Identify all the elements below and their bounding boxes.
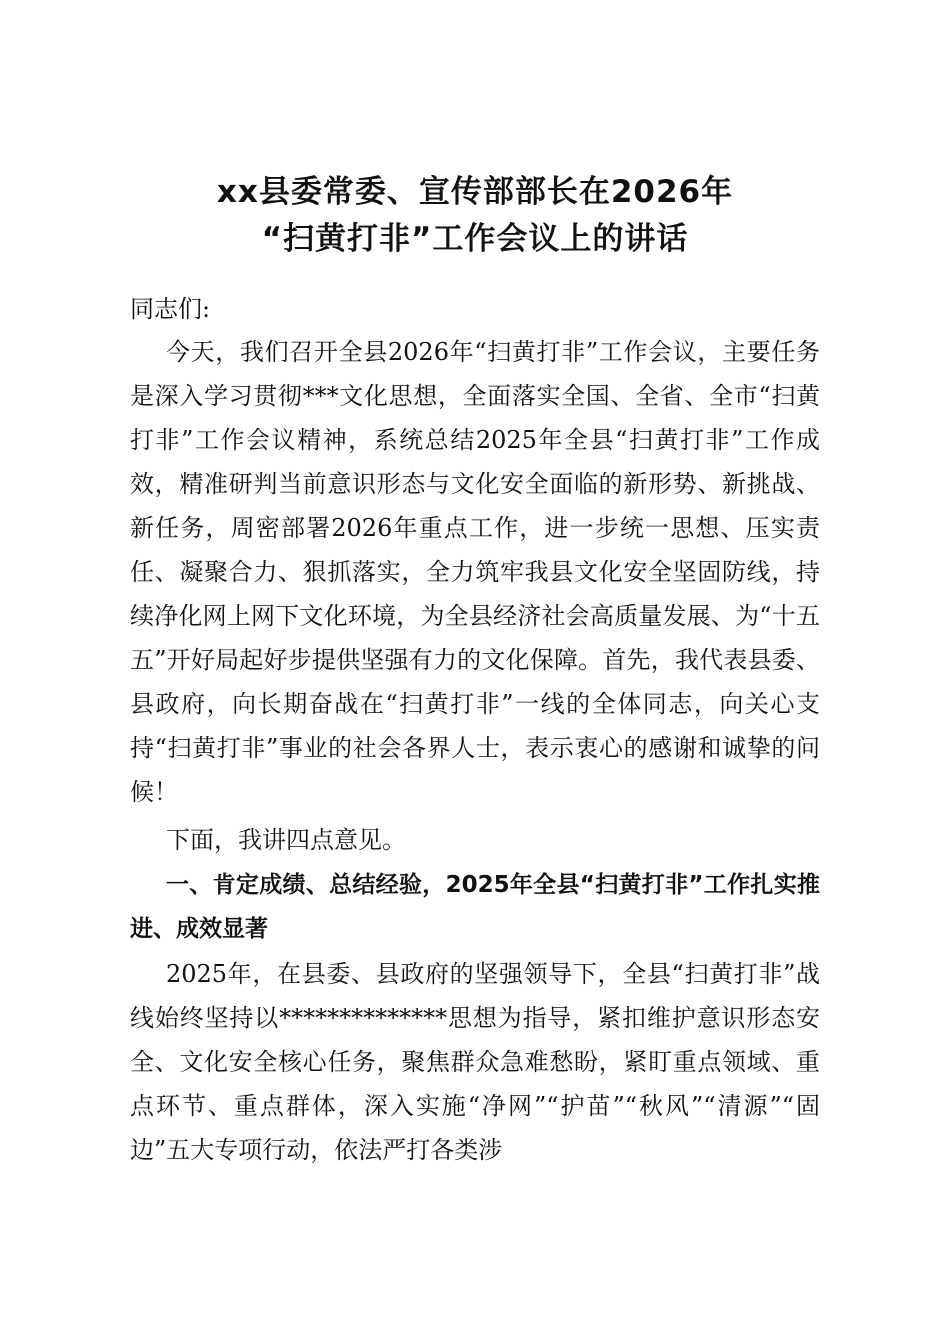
- section-heading-1: [130, 863, 820, 951]
- paragraph-text: 下面，我讲四点意见。: [166, 826, 406, 854]
- paragraph-text: 2025年，在县委、县政府的坚强领导下，全县“扫黄打非”战线始终坚持以**************思想为指导，紧扣维护意识形态安全、文化安全核心任务，聚焦群众急难愁盼，紧盯重点领域、重点环节、重点群体，深入实施“净网”“护苗”“秋风”“清源”“固边”五大专项行动，依法严打各类涉: [130, 960, 820, 1164]
- document-title-line-2: “扫黄打非”工作会议上的讲话: [261, 221, 689, 257]
- paragraph-text: 今天，我们召开全县2026年“扫黄打非”工作会议，主要任务是深入学习贯彻***文化思想，全面落实全国、全省、全市“扫黄打非”工作会议精神，系统总结2025年全县“扫黄打非”工作成效，精准研判当前意识形态与文化安全面临的新形势、新挑战、新任务，周密部署2026年重点工作，进一步统一思想、压实责任、凝聚合力、狠抓落实，全力筑牢我县文化安全坚固防线，持续净化网上网下文化环境，为全县经济社会高质量发展、为“十五五”开好局起好步提供坚强有力的文化保障。首先，我代表县委、县政府，向长期奋战在“扫黄打非”一线的全体同志，向关心支持“扫黄打非”事业的社会各界人士，表示衷心的感谢和诚挚的问候！: [130, 338, 820, 806]
- paragraph-opening: [130, 330, 820, 814]
- paragraph-section-1: [130, 952, 820, 1172]
- document-title-line-1: xx县委常委、宣传部部长在2026年: [216, 174, 734, 210]
- section-heading-text: 一、肯定成绩、总结经验，2025年全县“扫黄打非”工作扎实推进、成效显著: [130, 872, 820, 942]
- salutation: 同志们:: [130, 295, 211, 323]
- paragraph-transition: [130, 818, 820, 862]
